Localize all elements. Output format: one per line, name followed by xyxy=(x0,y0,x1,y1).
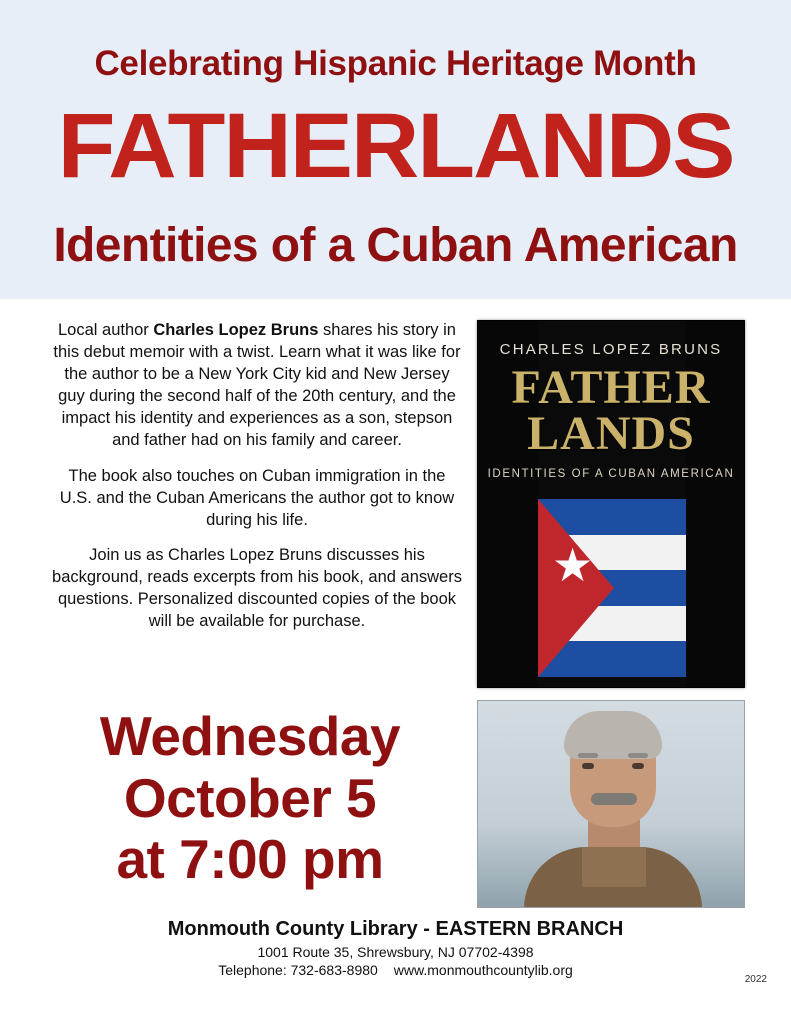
footer-address: 1001 Route 35, Shrewsbury, NJ 07702-4398 xyxy=(257,944,534,960)
event-day: Wednesday xyxy=(99,705,401,767)
event-time: at 7:00 pm xyxy=(116,828,384,891)
description-paragraph-1 xyxy=(52,320,462,452)
book-cover-author: CHARLES LOPEZ BRUNS xyxy=(499,341,723,358)
description-paragraph-2: The book also touches on Cuban immigration in the U.S. and the Cuban Americans the author got to know during his life. xyxy=(59,466,455,529)
footer-telephone: Telephone: 732-683-8980 xyxy=(218,962,378,978)
book-cover-subtitle: IDENTITIES OF A CUBAN AMERICAN xyxy=(487,468,735,480)
book-cover-title xyxy=(478,361,744,461)
author-name: Charles Lopez Bruns xyxy=(153,321,319,339)
footer xyxy=(0,918,791,978)
description-paragraph-3: Join us as Charles Lopez Bruns discusses his background, reads excerpts from his book, and answers questions. Personalized discounted copies of the book will be available for purchase. xyxy=(52,546,462,631)
book-cover-title-line1: FATHER xyxy=(511,361,711,414)
cuban-flag-icon xyxy=(538,499,686,677)
eyebrow-heading: Celebrating Hispanic Heritage Month xyxy=(94,44,697,83)
book-cover-image xyxy=(477,320,745,688)
footer-branch: Monmouth County Library - EASTERN BRANCH xyxy=(167,918,624,940)
header-band xyxy=(0,0,791,299)
footer-year: 2022 xyxy=(744,974,767,985)
paragraph1-lead: Local author xyxy=(57,321,154,339)
event-datetime xyxy=(40,706,460,891)
book-cover-title-line2: LANDS xyxy=(527,407,695,461)
page-title: FATHERLANDS xyxy=(57,95,734,197)
paragraph1-rest: shares his story in this debut memoir with a twist. Learn what it was like for the author to be a New York City kid and New Jersey guy during the second half of the 20th century, and the impact his identity and experiences as a son, stepson and father had on his family and career. xyxy=(53,321,461,449)
footer-contact xyxy=(0,962,791,978)
description-column xyxy=(52,320,462,647)
author-photo xyxy=(477,700,745,908)
event-date: October 5 xyxy=(123,766,377,829)
page-subtitle: Identities of a Cuban American xyxy=(53,219,738,272)
footer-website[interactable]: www.monmouthcountylib.org xyxy=(393,962,573,978)
